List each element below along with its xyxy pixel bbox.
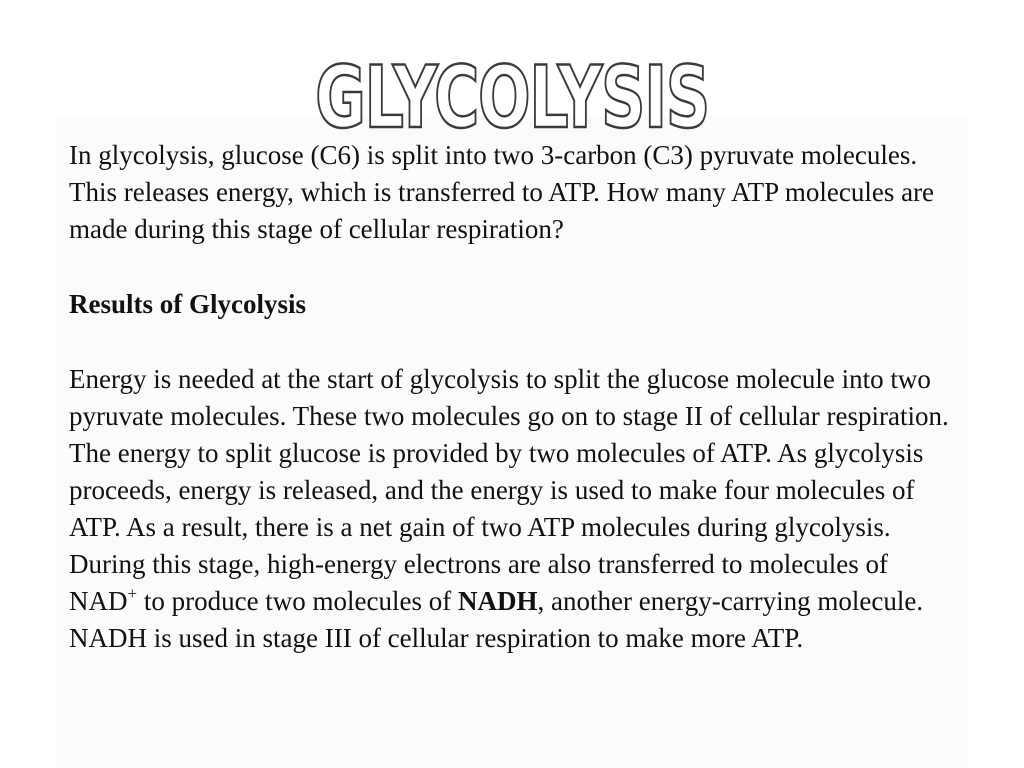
body-paragraph (69, 361, 949, 657)
body-text-part-2: to produce two molecules of (137, 586, 459, 616)
nadh-term: NADH (458, 586, 538, 616)
section-heading: Results of Glycolysis (69, 289, 307, 319)
page-title: GLYCOLYSIS (315, 48, 709, 148)
document-content (69, 137, 949, 657)
body-text-part-3: , another energy-carrying molecule. NADH is used in stage III of cellular respiration to make more ATP. (69, 586, 924, 653)
body-text-part-1: Energy is needed at the start of glycolysis to split the glucose molecule into two pyruvate molecules. These two molecules go on to stage II of cellular respiration. The energy to split glucose is provided by two molecules of ATP. As glycolysis proceeds, energy is released, and the energy is used to make four molecules of ATP. As a result, there is a net gain of two ATP molecules during glycolysis. During this stage, high-energy electrons are also transferred to molecules of NAD (69, 364, 949, 616)
intro-paragraph: In glycolysis, glucose (C6) is split into two 3-carbon (C3) pyruvate molecules. This releases energy, which is transferred to ATP. How many ATP molecules are made during this stage of cellular respiration? (69, 140, 935, 244)
nad-plus-superscript: + (127, 584, 138, 603)
